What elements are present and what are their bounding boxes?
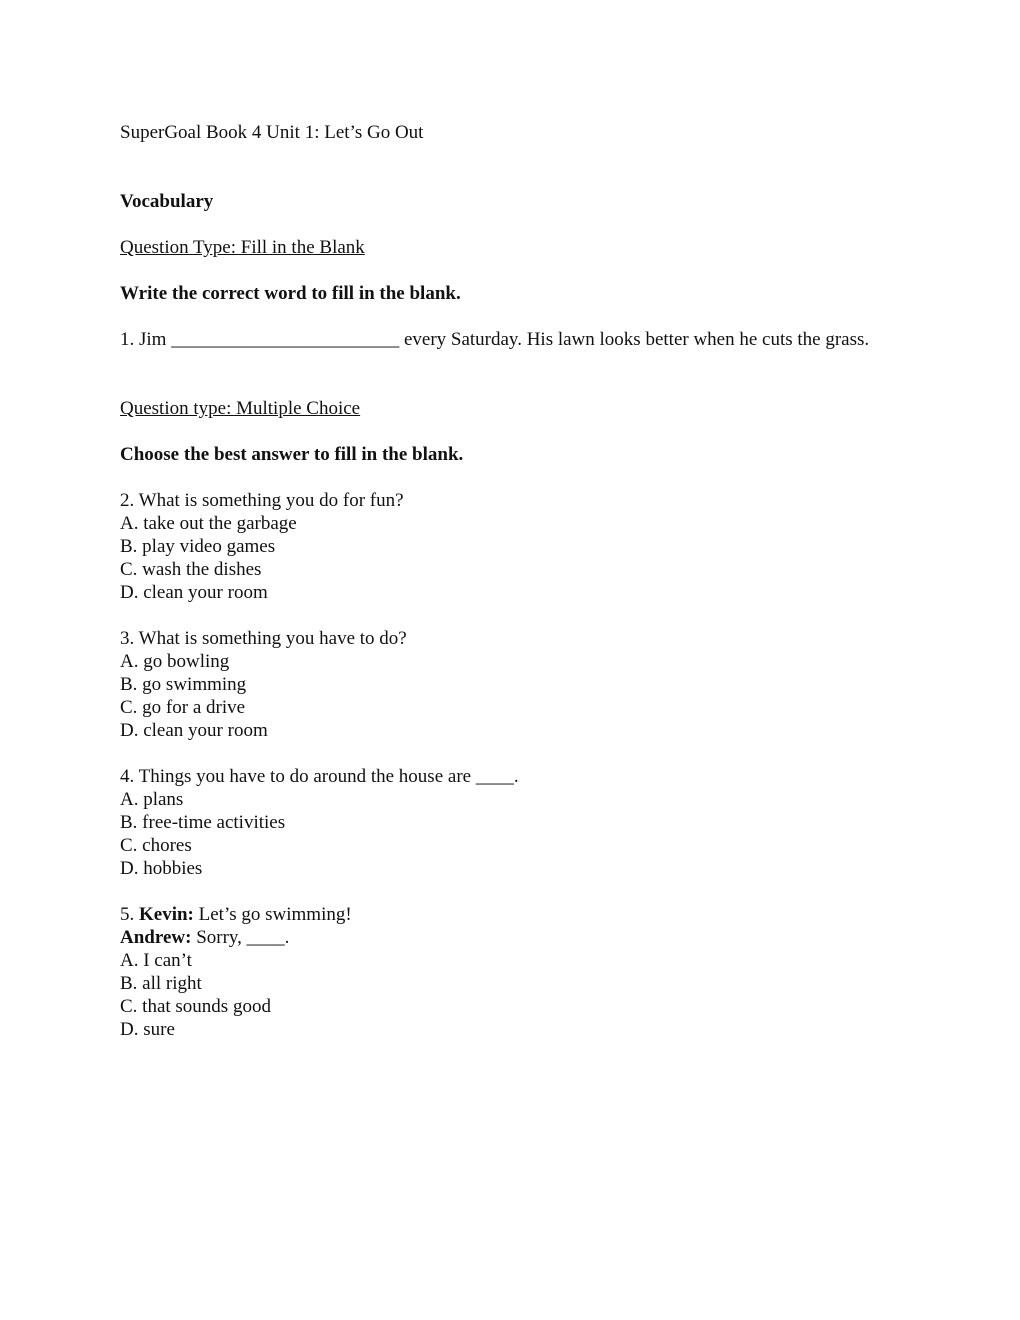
question-5-choice-c: C. that sounds good bbox=[120, 996, 271, 1017]
question-3-choice-d: D. clean your room bbox=[120, 720, 268, 741]
question-1-blank: ________________________ bbox=[171, 329, 400, 350]
question-2-choice-c: C. wash the dishes bbox=[120, 559, 262, 580]
question-1 bbox=[120, 328, 890, 351]
question-5-dialogue-line-1 bbox=[120, 903, 890, 926]
speaker-kevin: Kevin: bbox=[139, 904, 194, 925]
question-5-number: 5. bbox=[120, 904, 135, 925]
question-3-choice-c: C. go for a drive bbox=[120, 697, 246, 718]
question-4 bbox=[120, 765, 890, 880]
question-5-choice-b: B. all right bbox=[120, 973, 202, 994]
question-1-number: 1. bbox=[120, 329, 135, 350]
question-type-multiple-choice: Question type: Multiple Choice bbox=[120, 398, 361, 419]
question-3-prompt: 3. What is something you have to do? bbox=[120, 628, 407, 649]
fill-in-blank-instruction: Write the correct word to fill in the blank. bbox=[120, 283, 461, 304]
question-4-choice-c: C. chores bbox=[120, 835, 192, 856]
worksheet-content bbox=[120, 121, 890, 1041]
kevin-line: Let’s go swimming! bbox=[198, 904, 352, 925]
question-5 bbox=[120, 903, 890, 1041]
question-5-choice-a: A. I can’t bbox=[120, 950, 192, 971]
question-3 bbox=[120, 627, 890, 742]
question-5-choice-d: D. sure bbox=[120, 1019, 175, 1040]
question-1-text-after: every Saturday. His lawn looks better when he cuts the grass. bbox=[403, 329, 870, 350]
question-1-text-before: Jim bbox=[139, 329, 167, 350]
question-2 bbox=[120, 489, 890, 604]
question-type-fill-in-blank: Question Type: Fill in the Blank bbox=[120, 237, 365, 258]
speaker-andrew: Andrew: bbox=[120, 927, 192, 948]
question-2-prompt: 2. What is something you do for fun? bbox=[120, 490, 404, 511]
section-heading-vocabulary: Vocabulary bbox=[120, 191, 214, 212]
andrew-line: Sorry, ____. bbox=[196, 927, 290, 948]
question-2-choice-a: A. take out the garbage bbox=[120, 513, 297, 534]
multiple-choice-instruction: Choose the best answer to fill in the blank. bbox=[120, 444, 464, 465]
question-2-choice-b: B. play video games bbox=[120, 536, 276, 557]
document-title: SuperGoal Book 4 Unit 1: Let’s Go Out bbox=[120, 122, 424, 143]
question-4-choice-b: B. free-time activities bbox=[120, 812, 286, 833]
question-4-choice-a: A. plans bbox=[120, 789, 184, 810]
question-4-prompt: 4. Things you have to do around the house are ____. bbox=[120, 766, 519, 787]
question-2-choice-d: D. clean your room bbox=[120, 582, 268, 603]
question-4-choice-d: D. hobbies bbox=[120, 858, 203, 879]
question-5-dialogue-line-2 bbox=[120, 926, 890, 949]
question-3-choice-b: B. go swimming bbox=[120, 674, 247, 695]
question-3-choice-a: A. go bowling bbox=[120, 651, 230, 672]
